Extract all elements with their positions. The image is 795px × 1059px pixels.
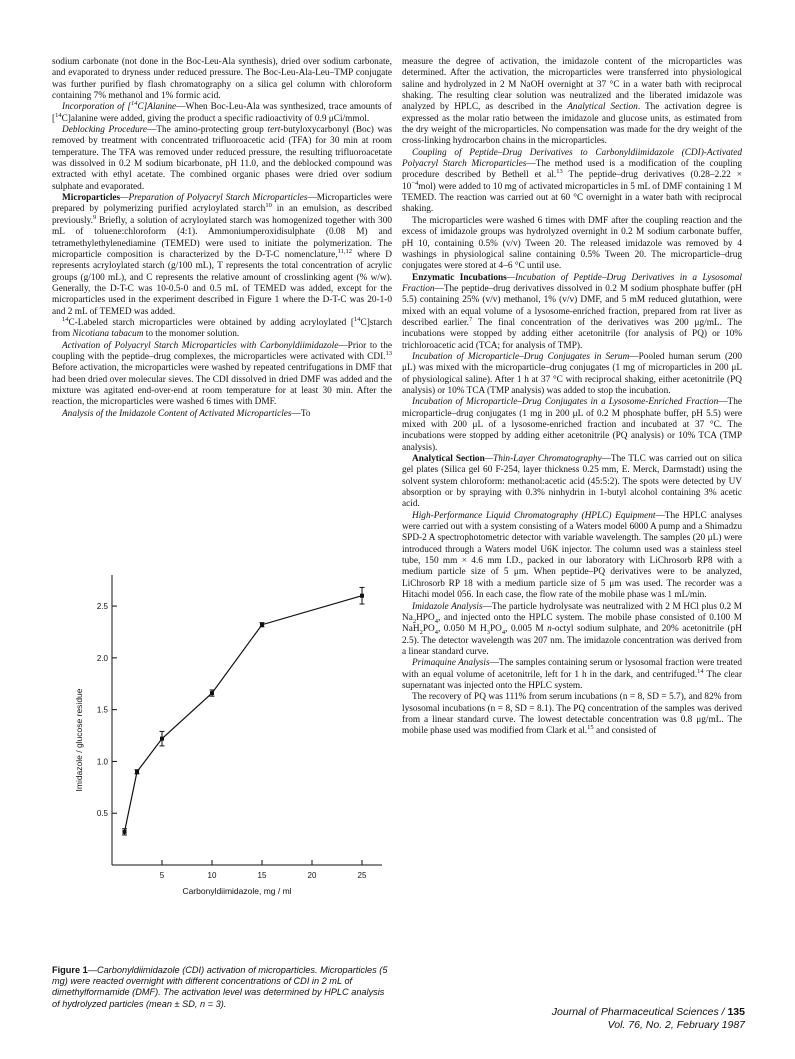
figure-caption xyxy=(52,965,392,1010)
text-run: Nicotiana tabacum xyxy=(72,329,144,340)
text-run: 14 xyxy=(697,667,704,675)
caption-label: Figure 1 xyxy=(52,965,88,975)
text-run: −4 xyxy=(411,179,419,187)
y-tick-label: 0.5 xyxy=(96,809,108,819)
text-run: where D represents acryloylated starch (g/100 mL), T represents the total concentration of acrylic groups (g/100 mL), and C represents the relative amount of crosslinking agent (% w/w). Generally, the D-T-C was 10-0.5-0 and 0.5 mL of TEMED was added, except for the microparticles used in the experiment described in Figure 1 where the D-T-C was 20-1-0 and 2 mL of TEMED was added. xyxy=(52,249,392,317)
paragraph xyxy=(402,273,742,352)
x-tick-label: 15 xyxy=(257,871,267,880)
text-run: Microparticles xyxy=(62,193,121,204)
left-text-column xyxy=(52,57,392,420)
text-run: —Prior to the coupling with the peptide–drug complexes, the microparticles were activated with CDI. xyxy=(52,340,392,362)
text-run: The recovery of PQ was 111% from serum incubations (n = 8, SD = 5.7), and 82% from lysosomal incubations (n = 8, SD = 8.1). The PQ concentration of the samples was derived from a linear standard curve. The lowest detectable concentration was 0.8 μg/mL. The mobile phase used was modified from Clark et al. xyxy=(402,692,742,737)
paragraph xyxy=(402,658,742,692)
text-run: , 0.005 M xyxy=(505,624,548,635)
paragraph xyxy=(52,409,392,420)
data-point xyxy=(360,594,364,598)
text-run: 14 xyxy=(62,315,69,323)
text-run: 2 xyxy=(419,629,423,637)
text-run: Deblocking Procedure xyxy=(62,125,148,136)
text-run: High-Performance Liquid Chromatography (HPLC) Equipment xyxy=(412,510,656,521)
text-run: Incorporation of [ xyxy=(62,102,131,113)
text-run: 3 xyxy=(486,629,490,637)
text-run: Analysis of the Imidazole Content of Activated Microparticles xyxy=(62,408,292,419)
text-run: Enzymatic Incubations xyxy=(412,272,507,283)
text-run: mol) were added to 10 mg of activated microparticles in 5 mL of DMF containing 1 M TEMED. The reaction was carried out at 60 °C overnight in a water bath with reciprocal shaking. xyxy=(402,181,742,215)
text-run: PO xyxy=(422,624,435,635)
paragraph xyxy=(52,193,392,318)
text-run: C]starch from xyxy=(52,317,392,340)
right-text-column xyxy=(402,57,742,738)
text-run: 4 xyxy=(501,629,506,637)
data-point xyxy=(160,737,164,741)
paragraph xyxy=(52,341,392,409)
text-run: —Thin-Layer Chromatography xyxy=(484,454,602,465)
text-run: 14 xyxy=(354,315,361,323)
paragraph xyxy=(402,148,742,216)
paragraph xyxy=(402,57,742,148)
text-run: The microparticles were washed 6 times with DMF after the coupling reaction and the excess of imidazole groups was hydrolyzed overnight in 0.2 M sodium carbonate buffer, pH 10, containing 0.5% (v/v) Tween 20. The released imidazole was removed by 4 washings in physiological saline containing 0.5% Tween 20. The microparticle–drug conjugates were stored at 4–6 °C until use. xyxy=(402,215,742,272)
activation-chart xyxy=(52,560,392,960)
figure-1 xyxy=(52,560,392,980)
text-run: 15 xyxy=(587,724,594,732)
text-run: 4 xyxy=(434,629,438,637)
text-run: —The samples containing serum or lysosomal fraction were treated with an equal volume of acetonitrile, left for 1 h in the dark, and centrifuged. xyxy=(402,658,742,680)
page-number: 135 xyxy=(727,1006,745,1018)
page-footer xyxy=(552,1006,745,1032)
text-run: —Incubation of Peptide–Drug Derivatives in a Lysosomal Fraction xyxy=(402,272,742,294)
text-run: 7 xyxy=(468,315,473,323)
text-run: —The amino-protecting group xyxy=(147,125,268,136)
text-run: tert xyxy=(267,125,281,136)
x-tick-label: 10 xyxy=(207,871,217,880)
text-run: -butyloxycarbonyl (Boc) was removed by treatment with concentrated trifluoroacetic acid (TFA) for 30 min at room temperature. The TFA was removed under reduced pressure, the resulting trifluoroacetate was dissolved in 0.2 M sodium bicarbonate, pH 11.0, and the deblocked compound was extracted with ethyl acetate. The combined organic phases were dried over sodium sulphate and evaporated. xyxy=(52,125,393,192)
text-run: in an emulsion, as described previously. xyxy=(52,204,393,226)
text-run: HPO xyxy=(416,612,435,623)
text-run: —The TLC was carried out on silica gel plates (Silica gel 60 F-254, layer thickness 0.25 mm, E. Merck, Darmstadt) using the solvent system chloroform: methanol:acetic acid (45:5:2). The spots were detected by UV absorption or by spraying with 0.3% ninhydrin in 1-butyl alcohol containing 3% acetic acid. xyxy=(402,454,742,510)
text-run: 4 xyxy=(434,617,438,625)
data-point xyxy=(135,770,139,774)
volume-info: Vol. 76, No. 2, February 1987 xyxy=(607,1019,745,1031)
paragraph xyxy=(52,315,392,341)
text-run: Analytical Section xyxy=(567,102,638,113)
text-run: C-Labeled starch microparticles were obtained by adding acryloylated [ xyxy=(68,317,354,328)
series-line xyxy=(125,596,363,832)
text-run: Analytical Section xyxy=(412,454,485,465)
caption-text: —Carbonyldiimidazole (CDI) activation of microparticles. Microparticles (5 mg) were reacted overnight with different concentrations of CDI in 2 mL of dimethylformamide (DMF). The activation level was determined by HPLC analysis of hydrolyzed particles (mean ± SD, n = 3). xyxy=(52,965,388,1009)
paragraph xyxy=(402,454,742,511)
text-run: —The peptide–drug derivatives dissolved in 0.2 M sodium phosphate buffer (pH 5.5) containing 25% (v/v) methanol, 1% (v/v) DMF, and 5 mM reduced glutathion, were mixed with an equal volume of a lysosome-enriched fraction, prepared from rat liver as described earlier. xyxy=(402,283,742,328)
paragraph xyxy=(402,352,742,397)
paragraph xyxy=(402,397,742,454)
text-run: Activation of Polyacryl Starch Microparticles with Carbonyldiimidazole xyxy=(62,340,339,351)
text-run: , 0.050 M H xyxy=(437,624,487,635)
y-tick-label: 1.5 xyxy=(96,705,108,715)
paragraph xyxy=(402,602,742,659)
paragraph xyxy=(402,216,742,273)
text-run: The final concentration of the derivatives was 200 μg/mL. The incubations were stopped by adding either acetonitrile (for analysis of PQ) or 10% trichloroacetic acid (TCA; for analysis of TMP). xyxy=(402,317,743,351)
y-tick-label: 2.0 xyxy=(96,653,108,663)
text-run: Incubation of Microparticle–Drug Conjugates in Serum xyxy=(412,351,630,362)
journal-name: Journal of Pharmaceutical Sciences / xyxy=(551,1006,728,1018)
paragraph xyxy=(52,102,392,125)
text-run: —The microparticle–drug conjugates (1 mg in 200 μL of 0.2 M phosphate buffer, pH 5.5) were mixed with 200 μL of a lysosome-enriched fraction and incubated at 37 °C. The incubations were stopped by adding either acetonitrile (PQ analysis) or 10% TCA (TMP analysis). xyxy=(402,397,742,453)
text-run: —The HPLC analyses were carried out with a system consisting of a Waters model 6000 A pump and a Shimadzu SPD-2 A spectrophotometric detector with variable wavelength. The samples (20 μL) were introduced through a Waters model U6K injector. The column used was a stainless steel tube, 150 mm × 4.6 mm I.D., packed in our laboratory with LiChrosorb RP8 with a medium particle size of 5 μm. When peptide–PQ derivatives were to be analyzed, LiChrosorb RP 18 with a medium particle size of 5 μm was used. The recorder was a Hitachi model 056. In each case, the flow rate of the mobile phase was 1 mL/min. xyxy=(402,510,742,601)
text-run: sodium carbonate (not done in the Boc-Leu-Ala synthesis), dried over sodium carbonate, and evaporated to dryness under reduced pressure. The Boc-Leu-Ala-Leu–TMP conjugate was further purified by flash chromatography on a silica gel column with chloroform containing 7% methanol and 1% formic acid. xyxy=(52,57,392,102)
text-run: . The activation degree is expressed as the molar ratio between the imidazole and glucose units, as estimated from the dry weight of the microparticles. No compensation was made for the dry weight of the cross-linking hydrocarbon chains in the microparticles. xyxy=(402,102,742,147)
text-run: Primaquine Analysis xyxy=(412,658,490,669)
text-run: Coupling of Peptide–Drug Derivatives to Carbonyldiimidazole (CDI)-Activated Polyacryl Starch Microparticles xyxy=(402,147,742,170)
text-run: —The method used is a modification of the coupling procedure described by Bethell et al. xyxy=(402,159,743,181)
text-run: C]Alanine xyxy=(137,102,177,113)
text-run: , and injected onto the HPLC system. The mobile phase consisted of 0.100 M NaH xyxy=(402,612,742,635)
text-run: 2 xyxy=(412,617,417,625)
text-run: -octyl sodium sulphate, and 20% acetonitrile (pH 2.5). The detector wavelength was 207 nm. The imidazole concentration was derived from a linear standard curve. xyxy=(402,624,742,657)
text-run: —Pooled human serum (200 μL) was mixed with the microparticle–drug conjugates (1 mg of microparticles in 200 μL of physiological saline). After 1 h at 37 °C with reciprocal shaking, either acetonitrile (PQ analysis) or 10% TCA (TMP analysis) was added to stop the incubation. xyxy=(402,351,742,396)
x-axis-label: Carbonyldiimidazole, mg / ml xyxy=(182,886,292,896)
text-run: Briefly, a solution of acryloylated starch was homogenized together with 300 mL of toluene:chloroform (4:1). Ammoniumperoxidisulphate (0.08 M) and tetramethylethylenediamine (TEMED) were used to initiate the polymerization. The microparticle composition is characterized by the D-T-C nomenclature, xyxy=(52,215,392,260)
text-run: 14 xyxy=(130,100,138,108)
text-run: 10 xyxy=(265,202,272,210)
text-run: The clear supernatant was injected onto the HPLC system. xyxy=(402,669,743,691)
text-run: The peptide–drug derivatives (0.28–2.22 × 10 xyxy=(402,170,742,192)
paragraph xyxy=(52,57,392,102)
paragraph xyxy=(402,692,742,737)
y-tick-label: 2.5 xyxy=(96,602,108,612)
text-run: —Preparation of Polyacryl Starch Microparticles xyxy=(120,193,308,204)
data-point xyxy=(210,691,214,695)
text-run: 14 xyxy=(55,111,62,119)
text-run: n xyxy=(547,624,552,635)
x-tick-label: 20 xyxy=(307,871,317,880)
text-run: —Microparticles were prepared by polymerizing purified acryloylated starch xyxy=(52,193,392,215)
data-point xyxy=(123,830,127,834)
text-run: C]alanine were added, giving the product a specific radioactivity of 0.9 μCi/mmol. xyxy=(61,113,370,124)
x-tick-label: 5 xyxy=(159,871,165,880)
text-run: 13 xyxy=(385,349,392,357)
paragraph xyxy=(52,125,392,193)
paragraph xyxy=(402,511,742,602)
text-run: 9 xyxy=(92,213,97,221)
text-run: Imidazole Analysis xyxy=(412,601,483,612)
text-run: —When Boc-Leu-Ala was synthesized, trace amounts of [ xyxy=(52,102,392,124)
text-run: 11,12 xyxy=(337,247,353,255)
x-tick-label: 25 xyxy=(357,871,367,880)
text-run: —To xyxy=(291,408,311,419)
text-run: Before activation, the microparticles were washed by repeated centrifugations in DMF that had been dried over molecular sieves. The CDI dissolved in dried DMF was added and the mixture was agitated end-over-end at room temperature for at least 30 min. After the reaction, the microparticles were washed 6 times with DMF. xyxy=(52,363,392,408)
data-point xyxy=(260,623,264,627)
text-run: PO xyxy=(489,624,502,635)
y-axis-label: Imidazole / glucose residue xyxy=(74,688,84,792)
text-run: 13 xyxy=(556,168,563,176)
text-run: and consisted of xyxy=(593,726,657,737)
text-run: measure the degree of activation, the imidazole content of the microparticles was determined. After the activation, the microparticles were transferred into physiological saline and hydrolyzed in 2 M NaOH overnight at 37 °C in a water bath with reciprocal shaking. The resulting clear solution was neutralized and the liberated imidazole was analyzed by HPLC, as described in the xyxy=(402,57,742,113)
text-run: to the monomer solution. xyxy=(143,329,240,340)
y-tick-label: 1.0 xyxy=(96,757,108,767)
text-run: —The particle hydrolysate was neutralized with 2 M HCl plus 0.2 M Na xyxy=(402,601,742,623)
text-run: Incubation of Microparticle–Drug Conjugates in a Lysosome-Enriched Fraction xyxy=(412,397,719,408)
